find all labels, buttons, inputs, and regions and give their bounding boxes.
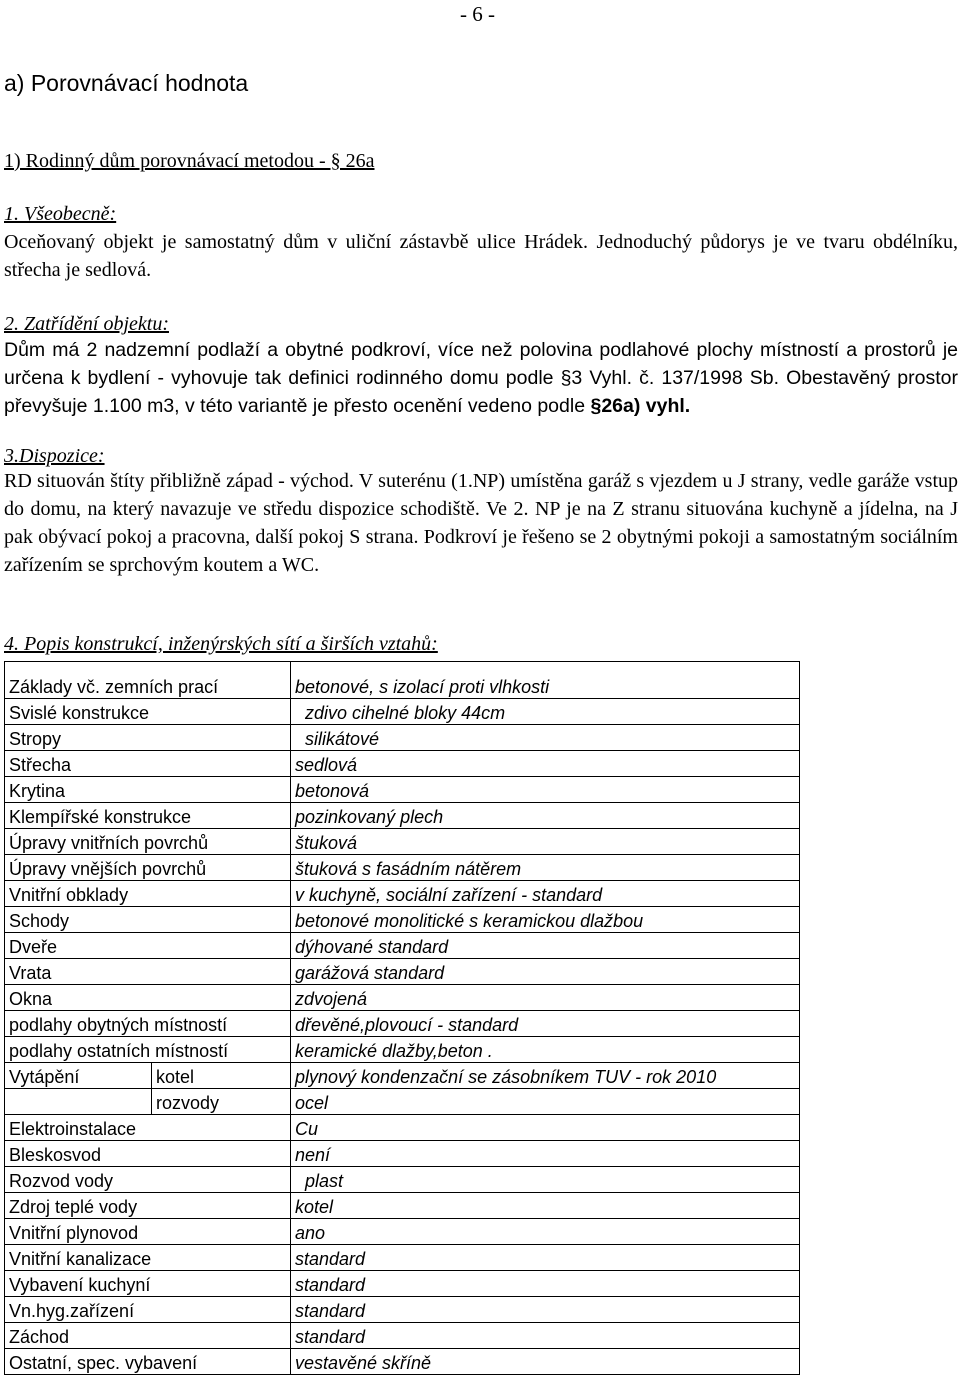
row-label: Stropy — [5, 725, 291, 751]
row-label: Klempířské konstrukce — [5, 803, 291, 829]
heading-general-text: 1. Všeobecně: — [4, 203, 117, 225]
table-row — [5, 1011, 800, 1037]
row-value: keramické dlažby,beton . — [291, 1037, 800, 1063]
table-row — [5, 855, 800, 881]
heading-construction — [4, 630, 958, 658]
table-row — [5, 1219, 800, 1245]
row-value: Cu — [291, 1115, 800, 1141]
table-row — [5, 1141, 800, 1167]
row-label: Vrata — [5, 959, 291, 985]
row-value: betonové, s izolací proti vlhkosti — [291, 662, 800, 699]
row-value: plynový kondenzační se zásobníkem TUV - rok 2010 — [291, 1063, 800, 1089]
row-label: Úpravy vnitřních povrchů — [5, 829, 291, 855]
table-row — [5, 1037, 800, 1063]
row-label: Okna — [5, 985, 291, 1011]
heading-classification-text: 2. Zatřídění objektu: — [4, 313, 169, 335]
table-row — [5, 1297, 800, 1323]
row-sublabel: rozvody — [152, 1089, 291, 1115]
row-value: dýhované standard — [291, 933, 800, 959]
row-label: podlahy ostatních místností — [5, 1037, 291, 1063]
table-row — [5, 1089, 800, 1115]
heading-general — [4, 200, 958, 228]
heading-construction-text: 4. Popis konstrukcí, inženýrských sítí a širších vztahů: — [4, 633, 438, 655]
heading-disposition-text: 3.Dispozice: — [4, 445, 105, 467]
row-label: Svislé konstrukce — [5, 699, 291, 725]
construction-table — [4, 661, 800, 1375]
row-value: standard — [291, 1323, 800, 1349]
row-label: Vnitřní plynovod — [5, 1219, 291, 1245]
row-value: ano — [291, 1219, 800, 1245]
table-row — [5, 985, 800, 1011]
construction-table-body — [5, 662, 800, 1375]
row-value: silikátové — [291, 725, 800, 751]
table-row — [5, 1115, 800, 1141]
section-title: a) Porovnávací hodnota — [4, 70, 249, 96]
row-value: vestavěné skříně — [291, 1349, 800, 1375]
classification-text: Dům má 2 nadzemní podlaží a obytné podkroví, více než polovina podlahové plochy místností a prostorů je určena k bydlení - vyhovuje tak definici rodinného domu podle §3 Vyhl. č. 137/1998 Sb. Obestavěný prostor převyšuje 1.100 m3, v této variantě je přesto ocenění vedeno podle — [4, 339, 958, 417]
row-label: Střecha — [5, 751, 291, 777]
row-label: Vnitřní kanalizace — [5, 1245, 291, 1271]
row-label — [5, 1089, 152, 1115]
paragraph-general: Oceňovaný objekt je samostatný dům v uliční zástavbě ulice Hrádek. Jednoduchý půdorys je ve tvaru obdélníku, střecha je sedlová. — [4, 231, 958, 281]
row-value: není — [291, 1141, 800, 1167]
paragraph-classification — [4, 336, 958, 420]
row-label: Vnitřní obklady — [5, 881, 291, 907]
row-label: podlahy obytných místností — [5, 1011, 291, 1037]
table-row — [5, 777, 800, 803]
row-value: kotel — [291, 1193, 800, 1219]
row-value: zdivo cihelné bloky 44cm — [291, 699, 800, 725]
paragraph-disposition: RD situován štíty přibližně západ - východ. V suterénu (1.NP) umístěna garáž s vjezdem u J strany, vedle garáže vstup do domu, na který navazuje ve středu dispozice schodiště. Ve 2. NP je na Z stranu situována kuchyně a jídelna, na J pak obývací pokoj a pracovna, další pokoj S strana. Podkroví je řešeno se 2 obytnými pokoji a samostatným sociálním zařízením se sprchovým koutem a WC. — [4, 470, 958, 576]
table-row — [5, 1063, 800, 1089]
row-value: ocel — [291, 1089, 800, 1115]
table-row — [5, 959, 800, 985]
table-row — [5, 751, 800, 777]
row-value: sedlová — [291, 751, 800, 777]
table-row — [5, 803, 800, 829]
row-value: garážová standard — [291, 959, 800, 985]
row-value: standard — [291, 1245, 800, 1271]
row-label: Schody — [5, 907, 291, 933]
row-label: Vn.hyg.zařízení — [5, 1297, 291, 1323]
row-label: Elektroinstalace — [5, 1115, 291, 1141]
row-label: Dveře — [5, 933, 291, 959]
heading-disposition — [4, 442, 958, 470]
row-value: standard — [291, 1271, 800, 1297]
row-value: pozinkovaný plech — [291, 803, 800, 829]
subsection-heading: 1) Rodinný dům porovnávací metodou - § 26a — [4, 150, 375, 172]
row-value: plast — [291, 1167, 800, 1193]
table-row — [5, 662, 800, 699]
table-row — [5, 881, 800, 907]
classification-bold: §26a) vyhl. — [590, 395, 691, 417]
table-row — [5, 907, 800, 933]
table-row — [5, 1271, 800, 1297]
row-value: zdvojená — [291, 985, 800, 1011]
row-value: dřevěné,plovoucí - standard — [291, 1011, 800, 1037]
table-row — [5, 699, 800, 725]
heading-classification — [4, 310, 958, 338]
row-label: Krytina — [5, 777, 291, 803]
row-value: betonové monolitické s keramickou dlažbou — [291, 907, 800, 933]
row-label: Zdroj teplé vody — [5, 1193, 291, 1219]
table-row — [5, 1349, 800, 1375]
row-label: Základy vč. zemních prací — [5, 662, 291, 699]
row-label: Ostatní, spec. vybavení — [5, 1349, 291, 1375]
row-label: Úpravy vnějších povrchů — [5, 855, 291, 881]
row-value: štuková — [291, 829, 800, 855]
table-row — [5, 1323, 800, 1349]
table-row — [5, 829, 800, 855]
table-row — [5, 725, 800, 751]
page-number: - 6 - — [460, 2, 495, 26]
row-value: v kuchyně, sociální zařízení - standard — [291, 881, 800, 907]
row-value: betonová — [291, 777, 800, 803]
table-row — [5, 933, 800, 959]
row-label: Rozvod vody — [5, 1167, 291, 1193]
row-label: Záchod — [5, 1323, 291, 1349]
row-label: Vytápění — [5, 1063, 152, 1089]
row-sublabel: kotel — [152, 1063, 291, 1089]
row-value: standard — [291, 1297, 800, 1323]
table-row — [5, 1245, 800, 1271]
table-row — [5, 1193, 800, 1219]
row-value: štuková s fasádním nátěrem — [291, 855, 800, 881]
row-label: Vybavení kuchyní — [5, 1271, 291, 1297]
table-row — [5, 1167, 800, 1193]
row-label: Bleskosvod — [5, 1141, 291, 1167]
